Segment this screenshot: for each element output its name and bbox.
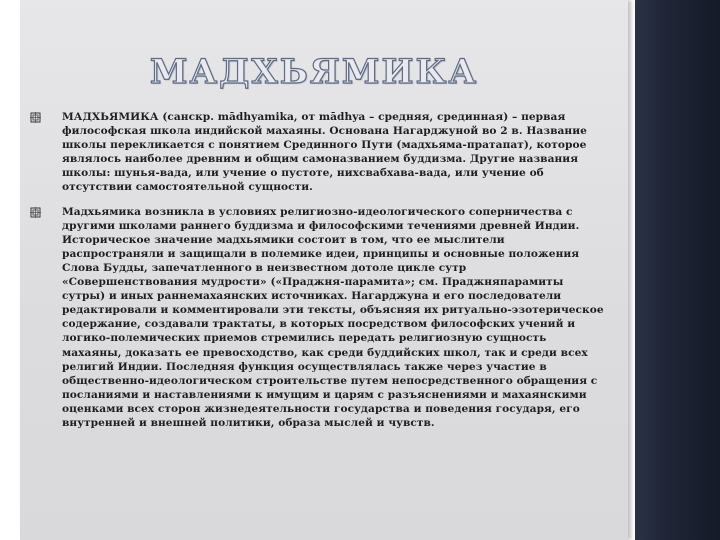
bullet-text: МАДХЬЯМИКА (санскр. mādhyamika, от mādhya – средняя, срединная) – первая философская школа индийской махаяны. Основана Нагарджуной во 2 в. Название школы перекликается с понятием Срединного Пути (мадхьяма-пратапат), которое являлось наиболее древним и общим самоназванием буддизма. Другие названия школы: шунья-вада, или учение о пустоте, нихсвабхава-вада, или учение об отсутствии самостоятельной сущности. — [62, 111, 587, 194]
bullet-item-definition — [30, 110, 605, 195]
checkbox-bullet-icon — [30, 207, 41, 218]
checkbox-bullet-icon — [30, 112, 41, 123]
bullet-list — [30, 110, 605, 440]
dark-sidebar-decoration — [635, 0, 720, 540]
slide-title: МАДХЬЯМИКА — [149, 52, 479, 92]
bullet-item-history — [30, 205, 605, 431]
bullet-text: Мадхьямика возникла в условиях религиозно-идеологического соперничества с другими школами раннего буддизма и философскими течениями древней Индии. Историческое значение мадхьямики состоит в том, что ее мыслители распространяли и защищали в полемике идеи, принципы и основные положения Слова Будды, запечатленного в неизвестном дотоле цикле сутр «Совершенствования мудрости» («Праджня-парамита»; см. Праджняпарамиты сутры) и иных раннемахаянских источниках. Нагарджуна и его последователи редактировали и комментировали эти тексты, объясняя их ритуально-эзотерическое содержание, создавали трактаты, в которых посредством философских учений и логико-полемических приемов стремились передать религиозную сущность махаяны, доказать ее превосходство, как среди буддийских школ, так и среди всех религий Индии. Последняя функция осуществлялась также через участие в общественно-идеологическом строительстве путем непосредственного обращения с посланиями и наставлениями к имущим и царям с разъяснениями и махаянскими оценками всех сторон жизнедеятельности государства и поведения государя, его внутренней и внешней политики, образа мыслей и чувств. — [62, 205, 604, 429]
